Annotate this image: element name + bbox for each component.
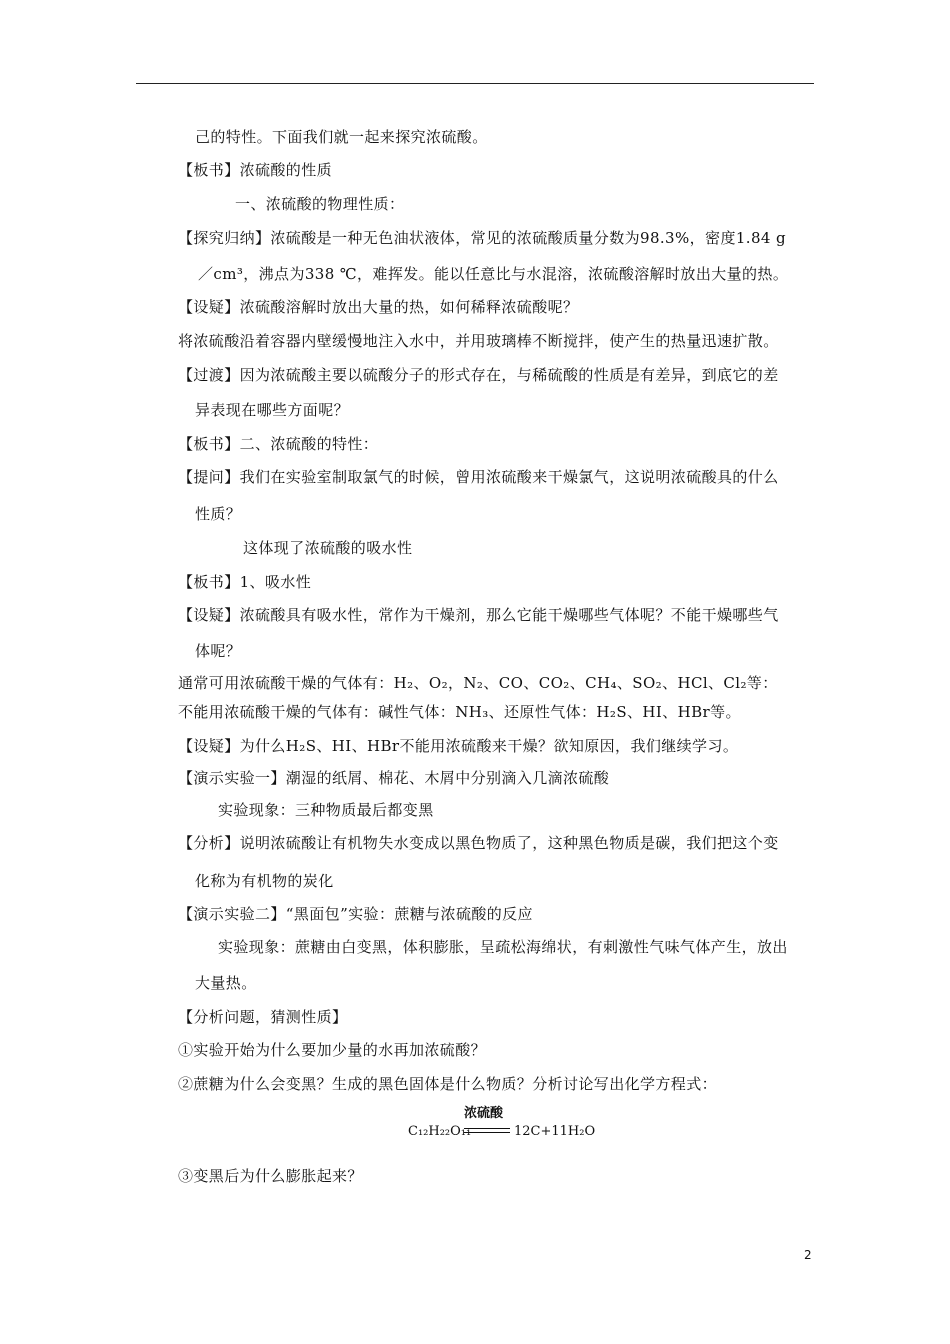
text-line: 不能用浓硫酸干燥的气体有：碱性气体：NH₃、还原性气体：H₂S、HI、HBr等。 <box>178 703 741 721</box>
text-line: ③变黑后为什么膨胀起来？ <box>178 1167 363 1185</box>
page-number: 2 <box>804 1248 812 1262</box>
equation-equals-sign <box>464 1128 510 1133</box>
text-line: 异表现在哪些方面呢？ <box>195 401 350 419</box>
text-line: 化称为有机物的炭化 <box>195 872 334 890</box>
text-line: 大量热。 <box>195 974 257 992</box>
text-line: 【板书】1、吸水性 <box>178 573 312 591</box>
text-line: 实验现象：三种物质最后都变黑 <box>218 801 434 819</box>
text-line: 【提问】我们在实验室制取氯气的时候，曾用浓硫酸来干燥氯气，这说明浓硫酸具的什么 <box>178 468 779 486</box>
text-line: 【分析】说明浓硫酸让有机物失水变成以黑色物质了，这种黑色物质是碳，我们把这个变 <box>178 834 779 852</box>
text-line: ①实验开始为什么要加少量的水再加浓硫酸？ <box>178 1041 487 1059</box>
text-line: 【设疑】浓硫酸具有吸水性，常作为干燥剂，那么它能干燥哪些气体呢？不能干燥哪些气 <box>178 606 779 624</box>
text-line: 【过渡】因为浓硫酸主要以硫酸分子的形式存在，与稀硫酸的性质是有差异，到底它的差 <box>178 366 779 384</box>
text-line: 体呢？ <box>195 642 242 660</box>
equation-product: 12C+11H₂O <box>514 1124 596 1139</box>
text-line: 实验现象：蔗糖由白变黑，体积膨胀，呈疏松海绵状，有刺激性气味气体产生，放出 <box>218 938 788 956</box>
equation-reactant: C₁₂H₂₂O₁₁ <box>408 1124 472 1139</box>
equation-condition: 浓硫酸 <box>464 1106 504 1121</box>
text-line: ／cm³，沸点为338 ℃，难挥发。能以任意比与水混溶，浓硫酸溶解时放出大量的热。 <box>198 265 789 283</box>
text-line: 己的特性。下面我们就一起来探究浓硫酸。 <box>195 128 488 146</box>
text-line: 通常可用浓硫酸干燥的气体有：H₂、O₂，N₂、CO、CO₂、CH₄、SO₂、HCl、Cl₂等： <box>178 674 778 692</box>
text-line: 【演示实验二】“黑面包”实验：蔗糖与浓硫酸的反应 <box>178 905 533 923</box>
text-line: 【分析问题，猜测性质】 <box>178 1008 348 1026</box>
text-line: 【板书】浓硫酸的性质 <box>178 161 333 179</box>
text-line: 一、浓硫酸的物理性质： <box>235 195 405 213</box>
text-line: 【演示实验一】潮湿的纸屑、棉花、木屑中分别滴入几滴浓硫酸 <box>178 769 610 787</box>
text-line: 将浓硫酸沿着容器内壁缓慢地注入水中，并用玻璃棒不断搅拌，使产生的热量迅速扩散。 <box>178 332 779 350</box>
text-line: 【设疑】为什么H₂S、HI、HBr不能用浓硫酸来干燥？欲知原因，我们继续学习。 <box>178 737 739 755</box>
text-line: 性质？ <box>195 505 242 523</box>
text-line: 这体现了浓硫酸的吸水性 <box>243 539 413 557</box>
text-line: 【探究归纳】浓硫酸是一种无色油状液体，常见的浓硫酸质量分数为98.3%，密度1.84 g <box>178 229 787 247</box>
text-line: 【板书】二、浓硫酸的特性： <box>178 435 379 453</box>
text-line: ②蔗糖为什么会变黑？生成的黑色固体是什么物质？分析讨论写出化学方程式： <box>178 1075 718 1093</box>
header-rule <box>136 83 814 84</box>
text-line: 【设疑】浓硫酸溶解时放出大量的热，如何稀释浓硫酸呢？ <box>178 298 579 316</box>
